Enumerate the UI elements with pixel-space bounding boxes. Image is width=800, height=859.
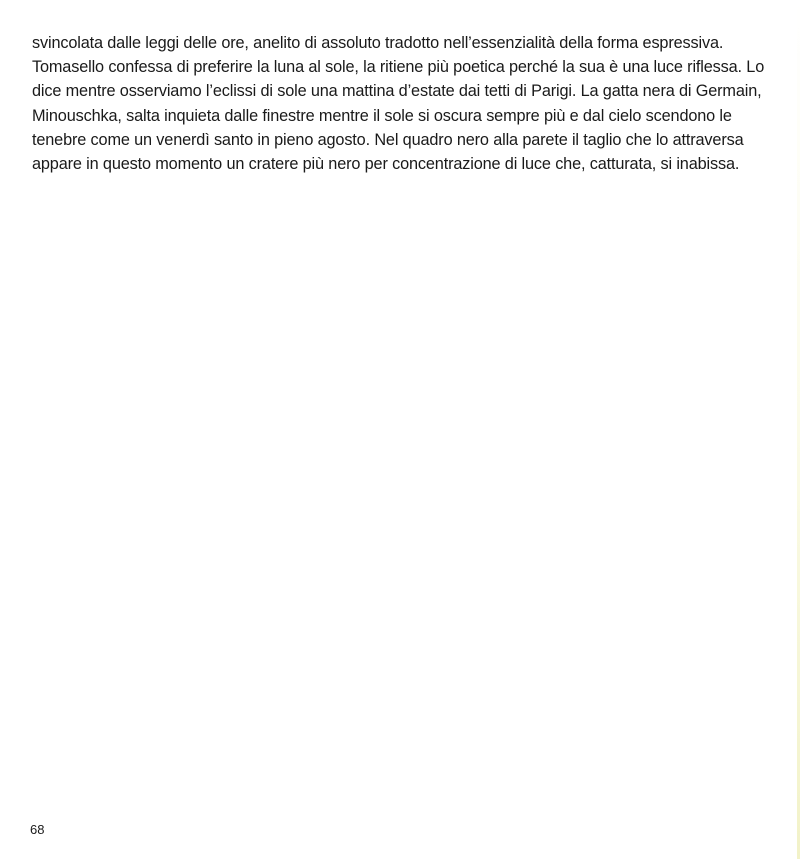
text-line: appare in questo momento un cratere più nero per concentrazione di luce che, catturata, si inabissa. [32,155,740,174]
text-line: Tomasello confessa di preferire la luna al sole, la ritiene più poetica perché la sua è una luce riflessa. Lo [32,58,765,77]
body-text [32,31,798,176]
text-line: Minouschka, salta inquieta dalle finestre mentre il sole si oscura sempre più e dal cielo scendono le [32,106,732,125]
text-line: tenebre come un venerdì santo in pieno agosto. Nel quadro nero alla parete il taglio che lo attraversa [32,130,744,149]
text-line: svincolata dalle leggi delle ore, anelito di assoluto tradotto nell’essenzialità della forma espressiva. [32,34,724,52]
page-number: 68 [30,822,45,837]
text-line: dice mentre osserviamo l’eclissi di sole una mattina d’estate dai tetti di Parigi. La gatta nera di Germain, [32,82,762,101]
